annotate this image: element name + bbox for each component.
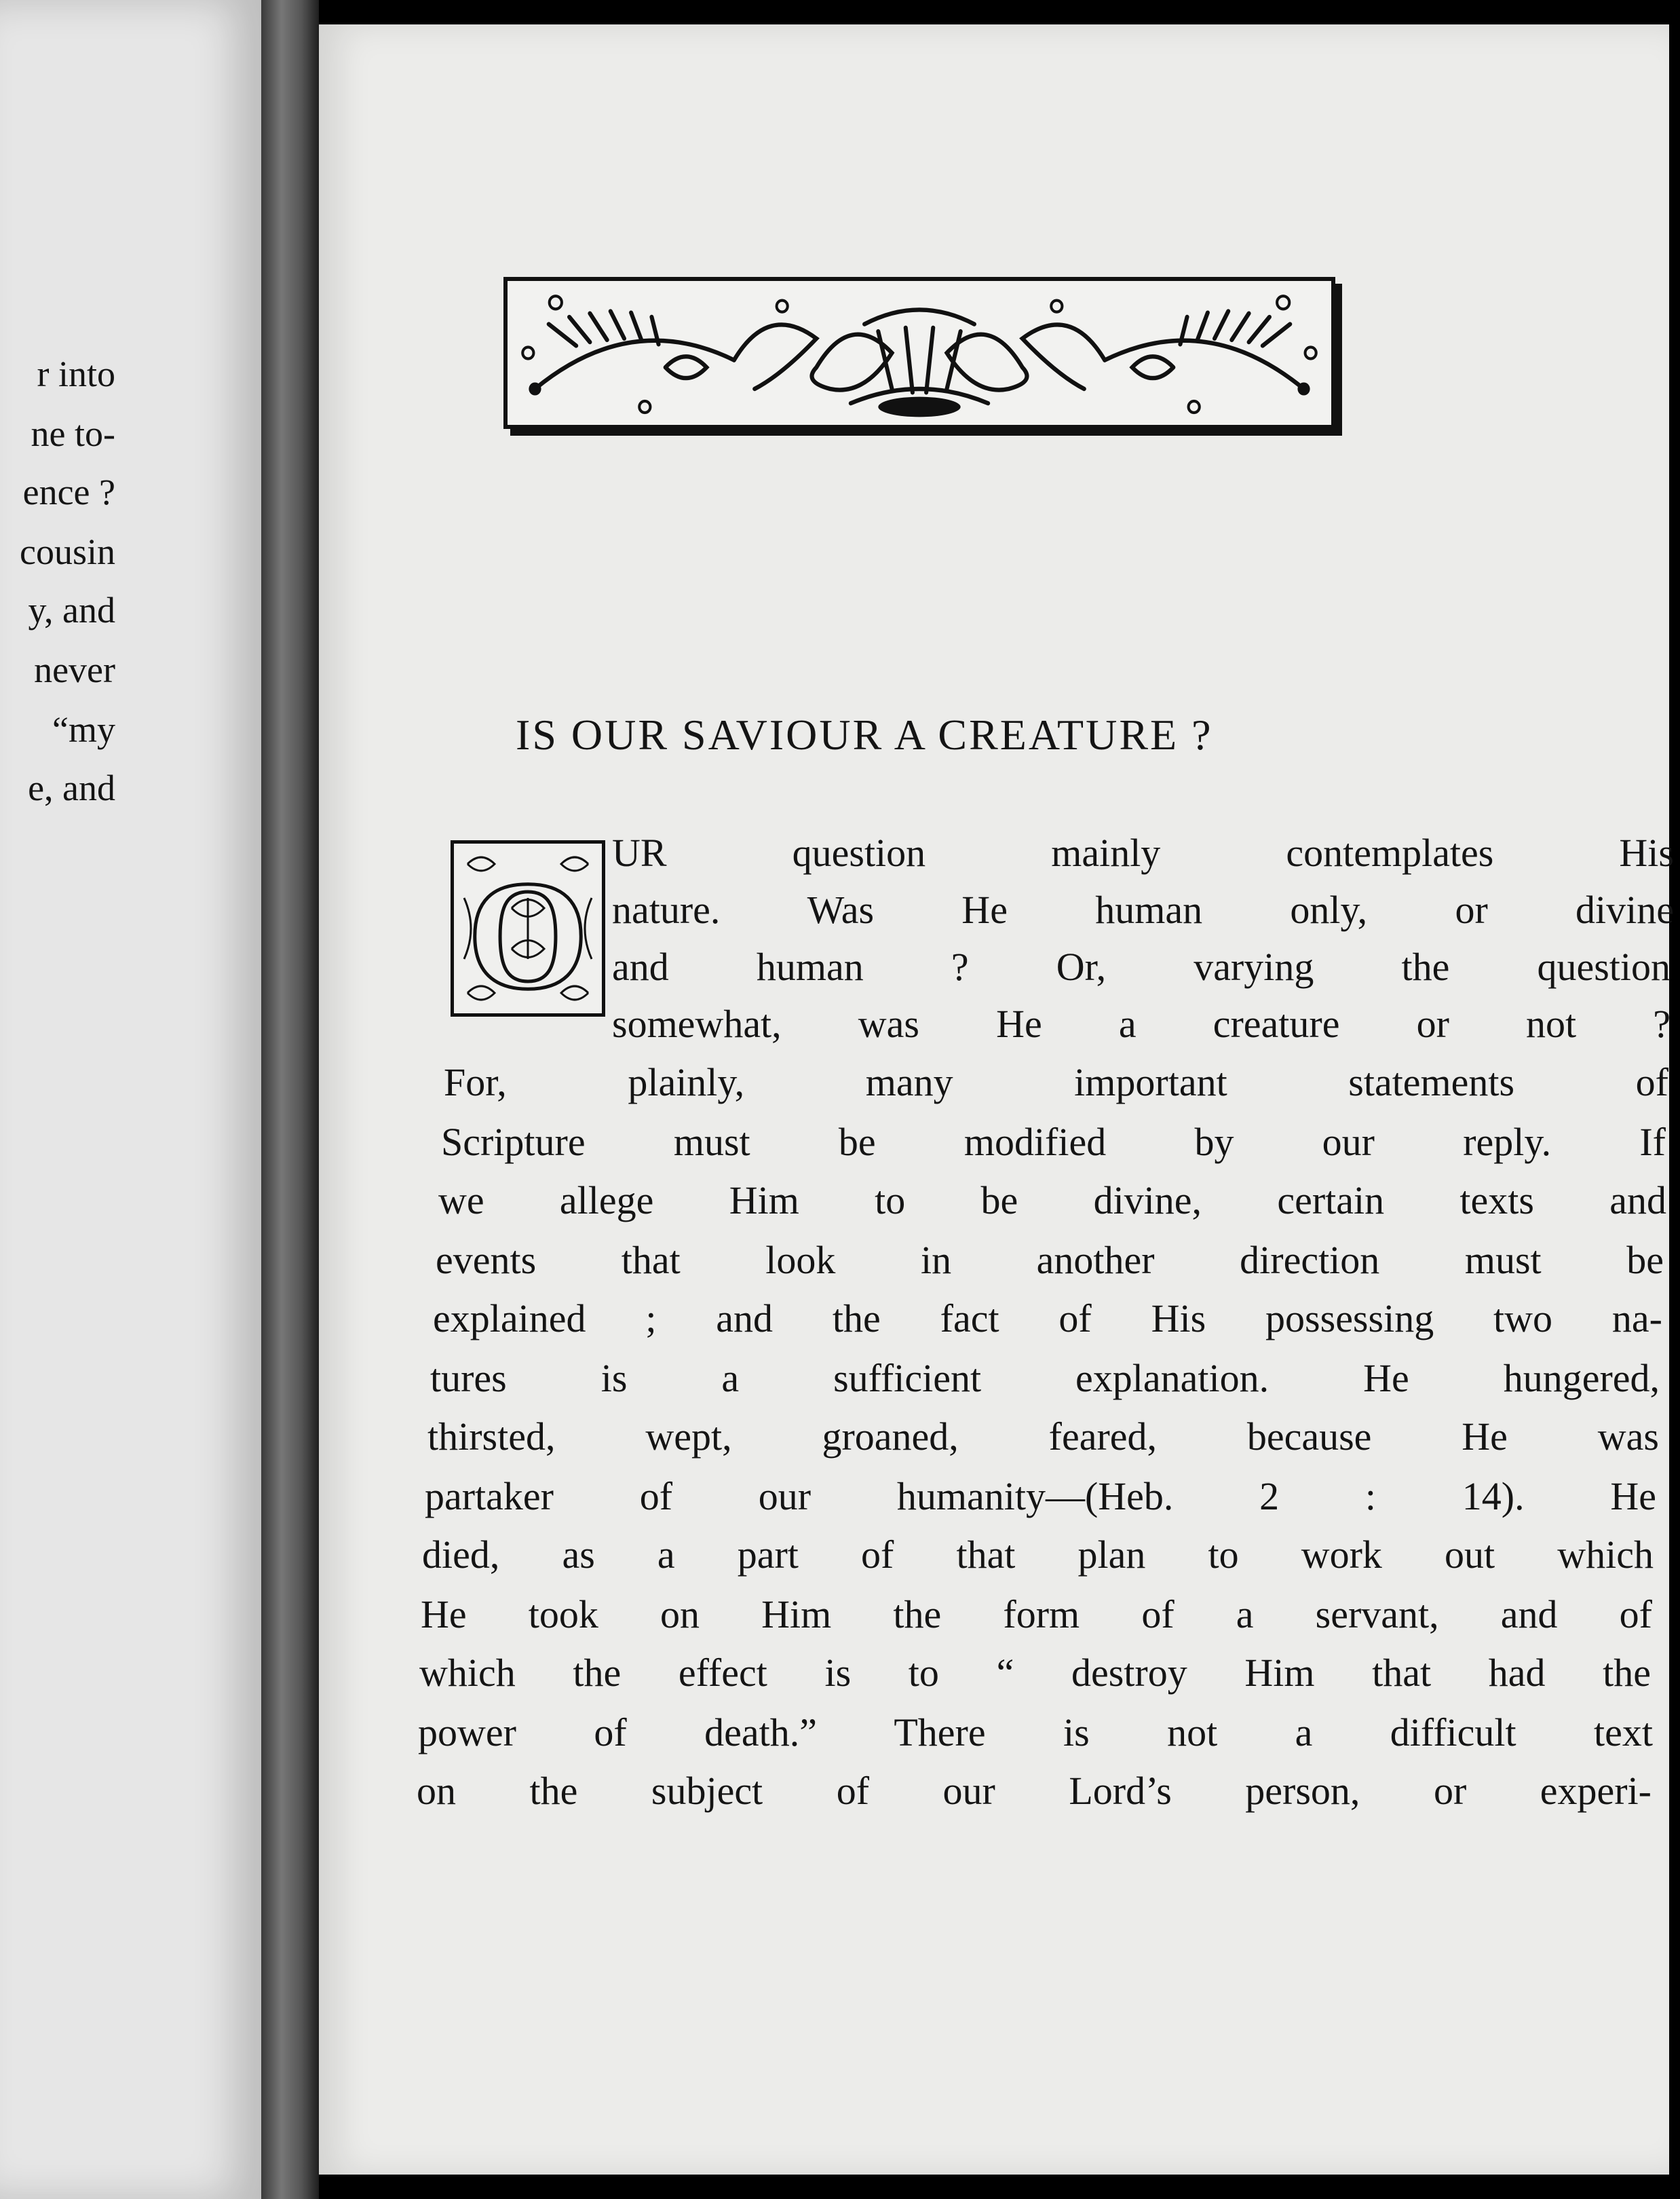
left-page-line: r into [37,354,115,394]
body-line: He took on Him the form of a servant, and of [421,1592,1652,1636]
body-line: For, plainly, many important statements of [444,1060,1668,1104]
left-page-line: y, and [28,590,115,631]
body-line: events that look in another direction must be [436,1238,1664,1282]
body-line: and human ? Or, varying the question [612,945,1671,989]
body-line: partaker of our humanity—(Heb. 2 : 14). He [425,1474,1656,1518]
body-line: Scripture must be modified by our reply. If [441,1120,1666,1164]
body-line: thirsted, wept, groaned, feared, because He was [427,1414,1659,1459]
body-line: UR question mainly contemplates His [612,831,1674,875]
body-line: we allege Him to be divine, certain texts and [438,1178,1666,1222]
body-line: explained ; and the fact of His possessing two na- [433,1296,1662,1340]
body-line: power of death.” There is not a difficult text [418,1710,1653,1754]
left-page [0,0,261,2199]
ornamental-headpiece [503,277,1335,429]
body-line: somewhat, was He a creature or not ? [612,1002,1671,1046]
body-line: on the subject of our Lord’s person, or experi- [417,1769,1652,1813]
chapter-title: IS OUR SAVIOUR A CREATURE ? [516,711,1213,759]
foliage-ornament-icon [508,281,1331,425]
body-line: nature. Was He human only, or divine [612,888,1674,932]
decorative-initial-icon [454,844,602,1013]
body-line: tures is a sufficient explanation. He hungered, [430,1356,1660,1400]
left-page-line: ne to- [31,413,115,454]
left-page-line: “my [52,709,115,750]
left-page-line: ence ? [22,472,115,512]
left-page-line: never [34,650,115,690]
drop-cap-initial [451,840,605,1017]
body-line: which the effect is to “ destroy Him that had the [419,1651,1651,1695]
left-page-line: e, and [28,768,115,808]
right-page [319,24,1674,2175]
left-page-line: cousin [20,531,115,572]
drop-cap-letter: O [467,848,589,1013]
book-gutter [261,0,319,2199]
body-line: died, as a part of that plan to work out which [422,1533,1654,1577]
